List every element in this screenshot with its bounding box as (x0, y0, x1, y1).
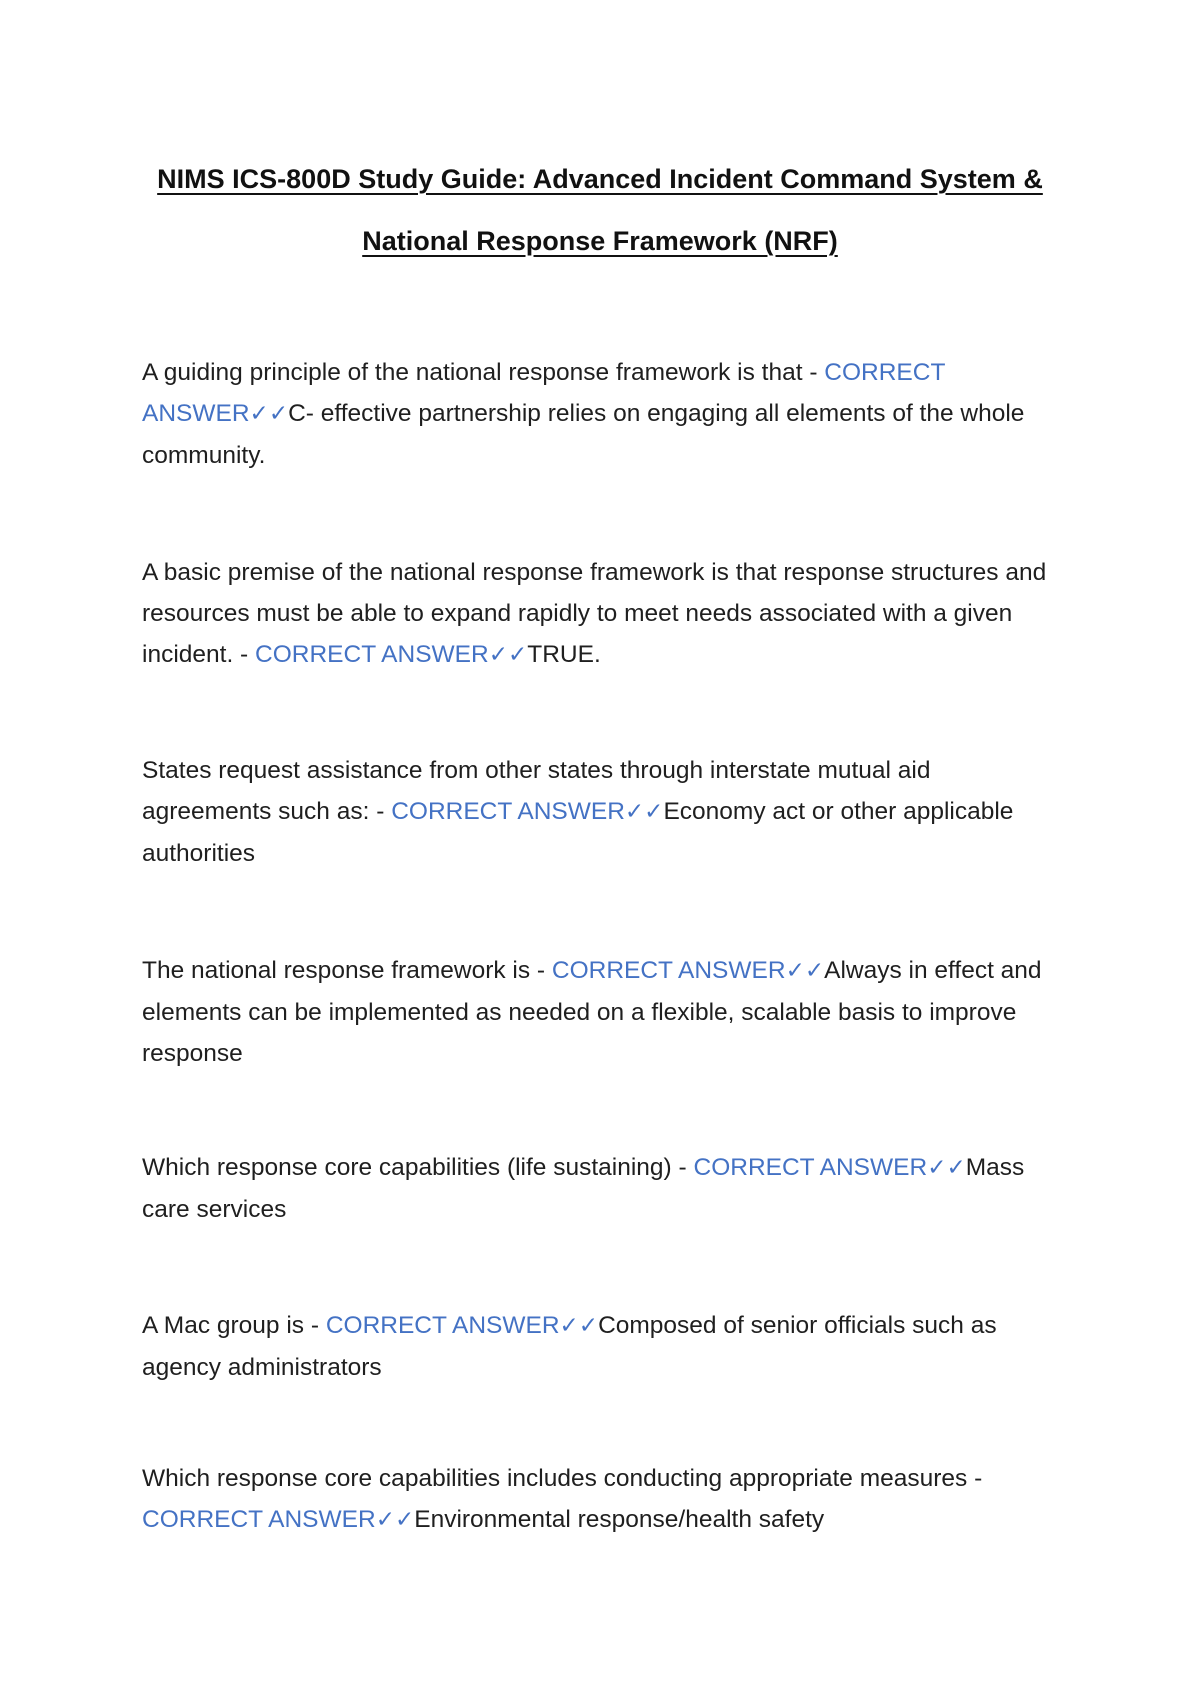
correct-answer-label: CORRECT ANSWER (255, 641, 489, 668)
double-check-icon: ✓✓ (559, 1313, 599, 1339)
correct-answer-label: CORRECT ANSWER (325, 1312, 560, 1339)
answer-text: Composed of senior officials such as agency administrators (142, 1312, 997, 1381)
double-check-icon: ✓✓ (375, 1507, 415, 1533)
question-text: States request assistance from other states through interstate mutual aid agreements such as: - (142, 757, 931, 825)
double-check-icon: ✓✓ (249, 401, 289, 427)
question-text: A guiding principle of the national response framework is that - (142, 359, 825, 386)
correct-answer-label: CORRECT ANSWER (142, 1506, 376, 1533)
qa-item-2 (142, 552, 1062, 676)
answer-text: Economy act or other applicable authorities (142, 798, 1014, 867)
qa-item-3 (142, 750, 1062, 874)
qa-item-5 (142, 1147, 1062, 1230)
question-text: The national response framework is - (142, 957, 552, 984)
qa-item-4 (142, 950, 1062, 1074)
question-text: A basic premise of the national response framework is that response structures and resources must be able to expand rapidly to meet needs associated with a given incident. - (142, 559, 1047, 668)
double-check-icon: ✓✓ (927, 1155, 966, 1181)
qa-item-6 (142, 1305, 1062, 1388)
correct-answer-label: CORRECT ANSWER (142, 359, 945, 427)
double-check-icon: ✓✓ (785, 958, 825, 984)
answer-text: Always in effect and elements can be implemented as needed on a flexible, scalable basis to improve response (142, 957, 1042, 1067)
answer-text: Environmental response/health safety (414, 1506, 825, 1533)
document-title: NIMS ICS-800D Study Guide: Advanced Incident Command System & National Response Framework (NRF) (157, 164, 1043, 256)
answer-text: C- effective partnership relies on engaging all elements of the whole community. (142, 400, 1025, 469)
answer-text: TRUE. (527, 641, 601, 668)
qa-item-1 (142, 352, 1062, 476)
double-check-icon: ✓✓ (624, 799, 664, 825)
correct-answer-label: CORRECT ANSWER (391, 798, 625, 825)
question-text: A Mac group is - (142, 1312, 326, 1339)
question-text: Which response core capabilities (life sustaining) - (142, 1154, 694, 1181)
correct-answer-label: CORRECT ANSWER (693, 1154, 928, 1181)
correct-answer-label: CORRECT ANSWER (551, 957, 786, 984)
question-text: Which response core capabilities includes conducting appropriate measures - (142, 1465, 983, 1492)
qa-item-7 (142, 1458, 1062, 1541)
double-check-icon: ✓✓ (488, 642, 528, 668)
answer-text: Mass care services (142, 1154, 1025, 1223)
